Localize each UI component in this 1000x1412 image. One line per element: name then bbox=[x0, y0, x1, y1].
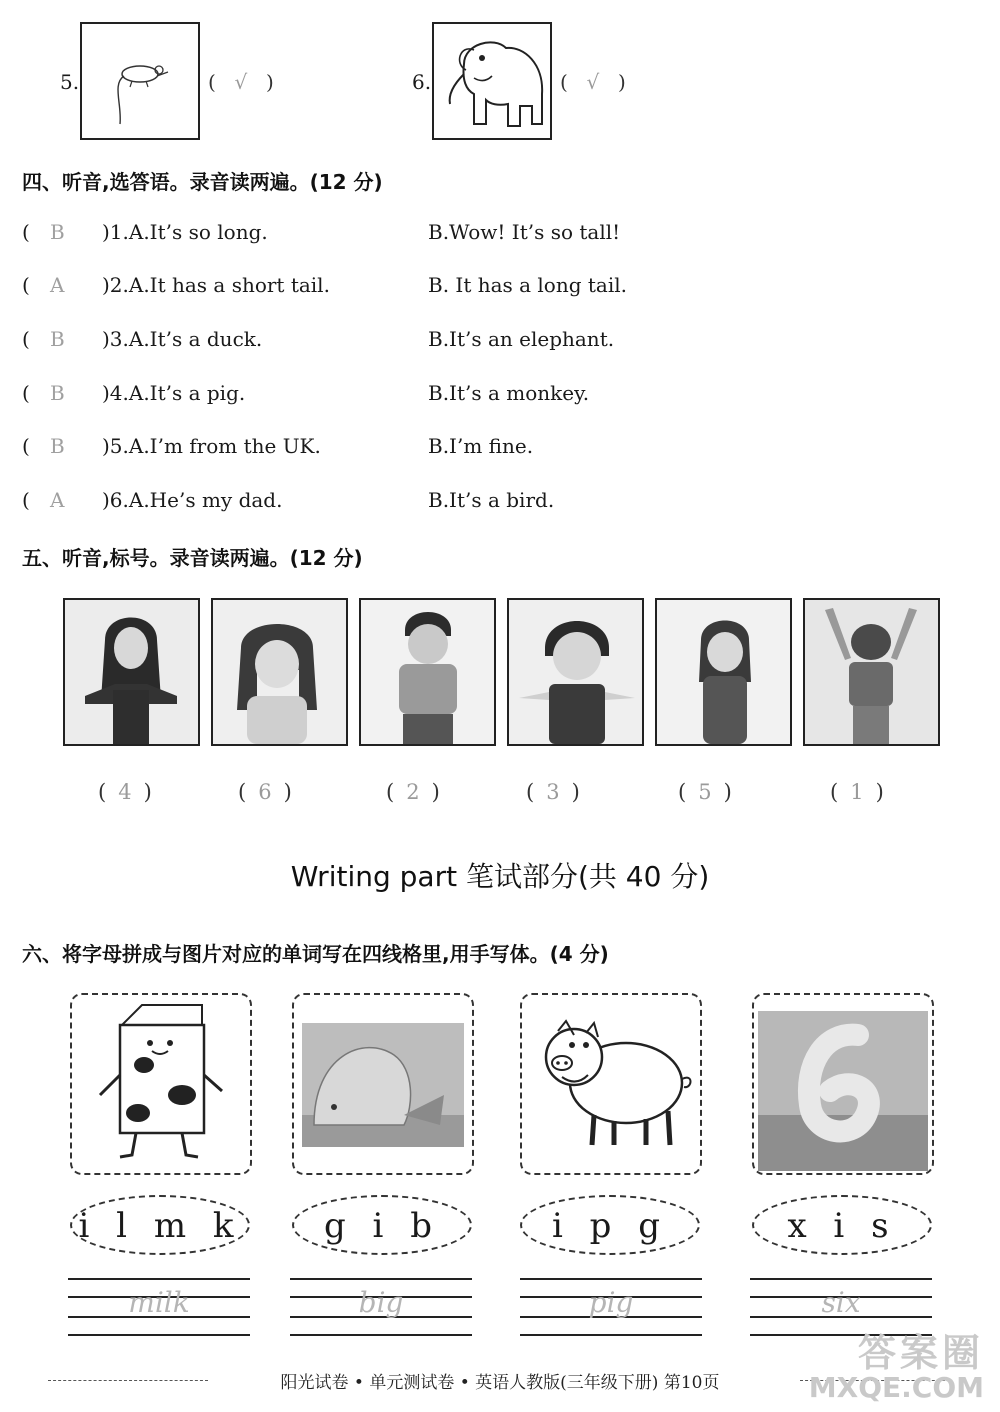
answer: B bbox=[50, 381, 65, 405]
milk-picture bbox=[70, 993, 252, 1175]
mouse-icon bbox=[82, 24, 200, 140]
order-answer-3: ( 2 ) bbox=[386, 780, 440, 804]
milk-carton-icon bbox=[72, 995, 250, 1173]
pig-picture bbox=[520, 993, 702, 1175]
whale-picture bbox=[292, 993, 474, 1175]
section-4-heading: 四、听音,选答语。录音读两遍。(12 分) bbox=[22, 170, 383, 194]
pig-icon bbox=[522, 995, 700, 1173]
answer: B bbox=[50, 327, 65, 351]
option-b: B.I’m fine. bbox=[428, 434, 534, 458]
six-picture bbox=[752, 993, 934, 1175]
person-photo-2 bbox=[211, 598, 348, 746]
whale-icon bbox=[294, 995, 472, 1173]
letters-oval-3: i p g bbox=[520, 1195, 700, 1255]
answer: B bbox=[50, 220, 65, 244]
handwritten-answer: milk bbox=[128, 1286, 190, 1319]
item-number: 6. bbox=[412, 70, 432, 94]
letters-oval-2: g i b bbox=[292, 1195, 472, 1255]
order-answer-1: ( 4 ) bbox=[98, 780, 152, 804]
option-b: B.Wow! It’s so tall! bbox=[428, 220, 621, 244]
answer: A bbox=[50, 488, 65, 512]
option-a: )5.A.I’m from the UK. bbox=[102, 434, 321, 458]
answer: B bbox=[50, 434, 65, 458]
option-a: )6.A.He’s my dad. bbox=[102, 488, 283, 512]
section-5-heading: 五、听音,标号。录音读两遍。(12 分) bbox=[22, 546, 363, 570]
option-a: )2.A.It has a short tail. bbox=[102, 273, 330, 297]
question-row: ( B )5.A.I’m from the UK. B.I’m fine. bbox=[22, 434, 534, 458]
person-photo-3 bbox=[359, 598, 496, 746]
writing-part-title: Writing part 笔试部分(共 40 分) bbox=[290, 860, 710, 893]
elephant-picture bbox=[432, 22, 552, 140]
section-6-heading: 六、将字母拼成与图片对应的单词写在四线格里,用手写体。(4 分) bbox=[22, 942, 609, 966]
person-photo-1 bbox=[63, 598, 200, 746]
option-a: )1.A.It’s so long. bbox=[102, 220, 268, 244]
order-answer-6: ( 1 ) bbox=[830, 780, 884, 804]
option-a: )3.A.It’s a duck. bbox=[102, 327, 263, 351]
answer: A bbox=[50, 273, 65, 297]
question-row: ( B )3.A.It’s a duck. B.It’s an elephant. bbox=[22, 327, 615, 351]
letters-oval-4: x i s bbox=[752, 1195, 932, 1255]
order-answer-4: ( 3 ) bbox=[526, 780, 580, 804]
answer-mark-6: ( √ ) bbox=[560, 70, 628, 94]
question-row: ( B )4.A.It’s a pig. B.It’s a monkey. bbox=[22, 381, 590, 405]
person-photo-5 bbox=[655, 598, 792, 746]
handwritten-answer: pig bbox=[588, 1286, 634, 1319]
option-b: B.It’s an elephant. bbox=[428, 327, 615, 351]
person-photo-4 bbox=[507, 598, 644, 746]
option-b: B.It’s a bird. bbox=[428, 488, 555, 512]
site-watermark-logo: 答案圈 MXQE.COM bbox=[808, 1331, 984, 1404]
answer-mark-5: ( √ ) bbox=[208, 70, 276, 94]
order-answer-2: ( 6 ) bbox=[238, 780, 292, 804]
order-answer-5: ( 5 ) bbox=[678, 780, 732, 804]
four-line-grid-1[interactable] bbox=[68, 1276, 250, 1338]
handwritten-answer: six bbox=[821, 1286, 861, 1319]
page-footer: 阳光试卷 • 单元测试卷 • 英语人教版(三年级下册) 第10页 bbox=[280, 1373, 720, 1393]
question-row: ( A )2.A.It has a short tail. B. It has a long tail. bbox=[22, 273, 628, 297]
person-photo-6 bbox=[803, 598, 940, 746]
question-row: ( A )6.A.He’s my dad. B.It’s a bird. bbox=[22, 488, 555, 512]
elephant-icon bbox=[434, 24, 552, 140]
option-b: B. It has a long tail. bbox=[428, 273, 628, 297]
four-line-grid-2[interactable] bbox=[290, 1276, 472, 1338]
letters-oval-1: i l m k bbox=[70, 1195, 250, 1255]
option-a: )4.A.It’s a pig. bbox=[102, 381, 246, 405]
item-number: 5. bbox=[60, 70, 80, 94]
number-six-icon bbox=[754, 995, 932, 1173]
mouse-picture bbox=[80, 22, 200, 140]
four-line-grid-3[interactable] bbox=[520, 1276, 702, 1338]
option-b: B.It’s a monkey. bbox=[428, 381, 590, 405]
handwritten-answer: big bbox=[358, 1286, 404, 1319]
question-row: ( B )1.A.It’s so long. B.Wow! It’s so tall! bbox=[22, 220, 621, 244]
